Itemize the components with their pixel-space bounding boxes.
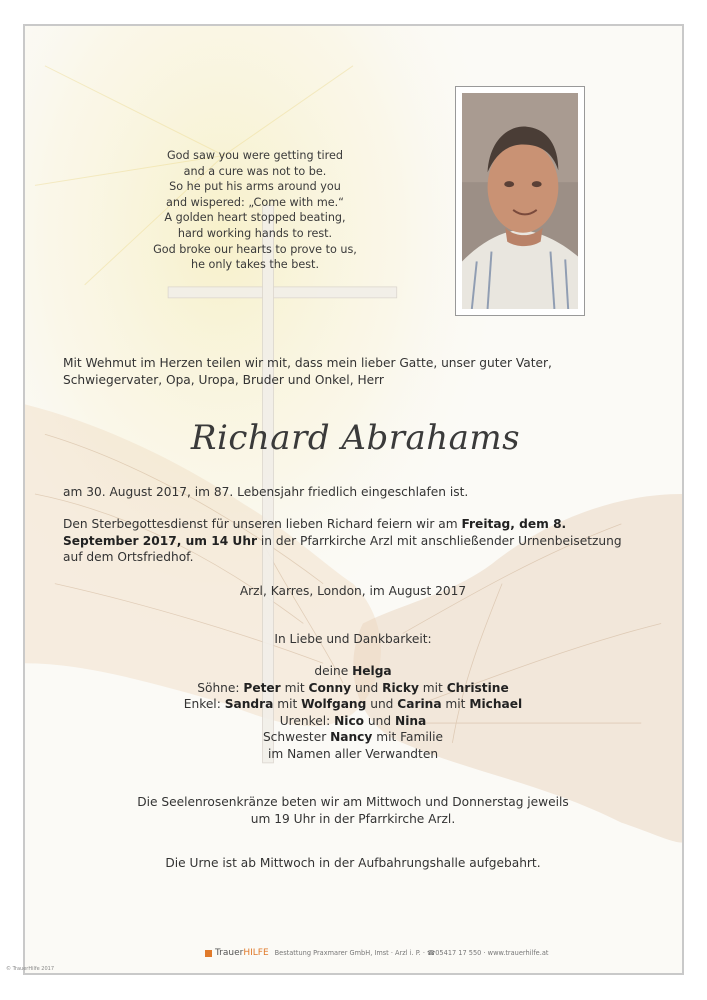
portrait-photo — [462, 93, 578, 309]
service-date: Freitag, dem 8. September 2017, um 14 Uhr — [63, 517, 567, 548]
place-date: Arzl, Karres, London, im August 2017 — [239, 584, 467, 598]
death-notice: am 30. August 2017, im 87. Lebensjahr friedlich eingeschlafen ist. — [63, 485, 469, 499]
obituary-card — [23, 24, 684, 975]
urn-notice: Die Urne ist ab Mittwoch in der Aufbahrungshalle aufgebahrt. — [165, 856, 541, 870]
rosary-line: Die Seelenrosenkränze beten wir am Mittwoch und Donnerstag jeweils — [137, 795, 569, 809]
brand-logo: TrauerHILFE — [215, 948, 269, 958]
family-line-sons: Söhne: Peter mit Conny und Ricky mit Christine — [197, 680, 509, 695]
family-line-great-grandchildren: Urenkel: Nico und Nina — [279, 713, 427, 728]
copyright: © TrauerHilfe 2017 — [6, 966, 55, 972]
footer-info: Bestattung Praxmarer GmbH, Imst · Arzl i. P. · ☎05417 17 550 · www.trauerhilfe.at — [274, 949, 549, 957]
family-line-sister: Schwester Nancy mit Familie — [262, 730, 444, 744]
poem-line: God broke our hearts to prove to us, — [153, 242, 357, 256]
poem-line: A golden heart stopped beating, — [164, 211, 346, 225]
poem-line: and wispered: „Come with me.“ — [166, 195, 344, 209]
poem-line: So he put his arms around you — [169, 180, 341, 194]
poem-line: hard working hands to rest. — [177, 226, 333, 240]
family-line-relatives: im Namen aller Verwandten — [267, 746, 439, 761]
thanks-heading: In Liebe und Dankbarkeit: — [274, 632, 432, 646]
deceased-name: Richard Abrahams — [190, 418, 521, 458]
family-line-wife: deine Helga — [314, 664, 392, 678]
intro-text: Mit Wehmut im Herzen teilen wir mit, dass mein lieber Gatte, unser guter Vater, Schwiegervater, Opa, Uropa, Bruder und Onkel, Herr — [63, 356, 552, 387]
logo-icon — [205, 950, 212, 957]
poem-line: and a cure was not to be. — [183, 164, 327, 178]
portrait-frame — [455, 86, 585, 316]
service-notice — [63, 516, 643, 566]
family-list — [63, 663, 643, 762]
poem-line: God saw you were getting tired — [167, 149, 343, 162]
rosary-line: um 19 Uhr in der Pfarrkirche Arzl. — [250, 811, 456, 826]
poem — [145, 148, 365, 273]
family-line-grandchildren: Enkel: Sandra mit Wolfgang und Carina mit Michael — [183, 697, 523, 711]
service-text: Den Sterbegottesdienst für unseren lieben Richard feiern wir am — [63, 517, 462, 531]
footer — [205, 948, 548, 958]
poem-line: he only takes the best. — [190, 258, 319, 272]
rosary-notice — [63, 794, 643, 827]
service-text-end: in der Pfarrkirche Arzl mit anschließender Urnenbeisetzung auf dem Ortsfriedhof. — [63, 533, 622, 564]
